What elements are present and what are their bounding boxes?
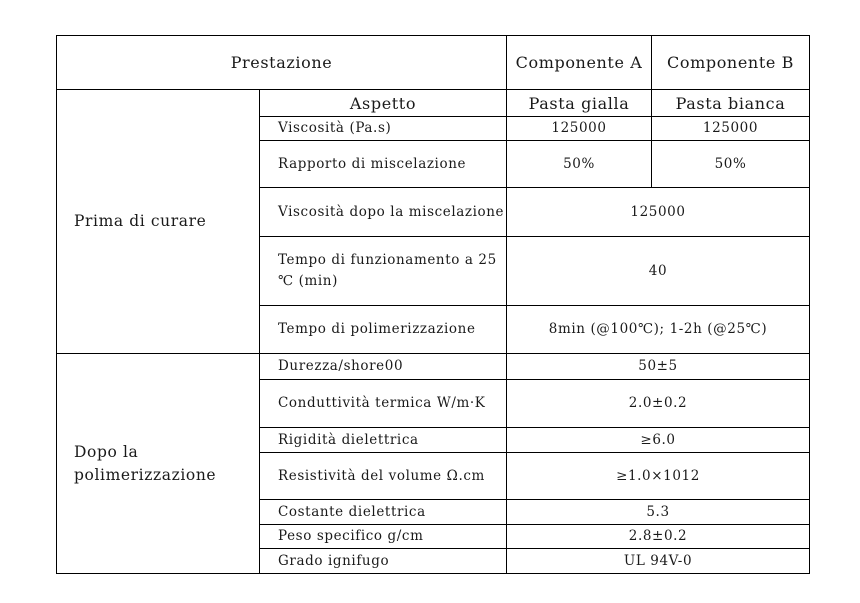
value-merged: 125000: [507, 188, 810, 237]
value-a: 125000: [507, 117, 652, 141]
table-row: [57, 354, 810, 380]
property-label: Resistività del volume Ω.cm: [260, 453, 507, 500]
value-b: 125000: [652, 117, 810, 141]
property-label: Grado ignifugo: [260, 549, 507, 574]
value-merged: UL 94V-0: [507, 549, 810, 574]
header-performance: Prestazione: [57, 36, 507, 90]
table-row: [57, 90, 810, 117]
property-label: Conduttività termica W/m·K: [260, 380, 507, 428]
property-label: Durezza/shore00: [260, 354, 507, 380]
section-before-curing: Prima di curare: [57, 90, 260, 354]
property-label: Viscosità dopo la miscelazione: [260, 188, 507, 237]
value-merged: ≥1.0×1012: [507, 453, 810, 500]
property-label: Tempo di polimerizzazione: [260, 306, 507, 354]
property-label: Peso specifico g/cm: [260, 525, 507, 549]
property-label: Tempo di funzionamento a 25 ℃ (min): [260, 237, 507, 306]
value-b: Pasta bianca: [652, 90, 810, 117]
header-component-a: Componente A: [507, 36, 652, 90]
property-label: Rapporto di miscelazione: [260, 141, 507, 188]
value-merged: 2.0±0.2: [507, 380, 810, 428]
value-merged: 8min (@100℃); 1-2h (@25℃): [507, 306, 810, 354]
value-merged: 50±5: [507, 354, 810, 380]
table-header-row: [57, 36, 810, 90]
header-component-b: Componente B: [652, 36, 810, 90]
value-merged: 5.3: [507, 500, 810, 525]
value-a: Pasta gialla: [507, 90, 652, 117]
specification-table: [56, 35, 810, 574]
value-merged: 40: [507, 237, 810, 306]
property-label: Costante dielettrica: [260, 500, 507, 525]
value-merged: ≥6.0: [507, 428, 810, 453]
property-label: Aspetto: [260, 90, 507, 117]
property-label: Viscosità (Pa.s): [260, 117, 507, 141]
section-after-curing: Dopo la polimerizzazione: [57, 354, 260, 574]
property-label: Rigidità dielettrica: [260, 428, 507, 453]
value-a: 50%: [507, 141, 652, 188]
value-merged: 2.8±0.2: [507, 525, 810, 549]
value-b: 50%: [652, 141, 810, 188]
